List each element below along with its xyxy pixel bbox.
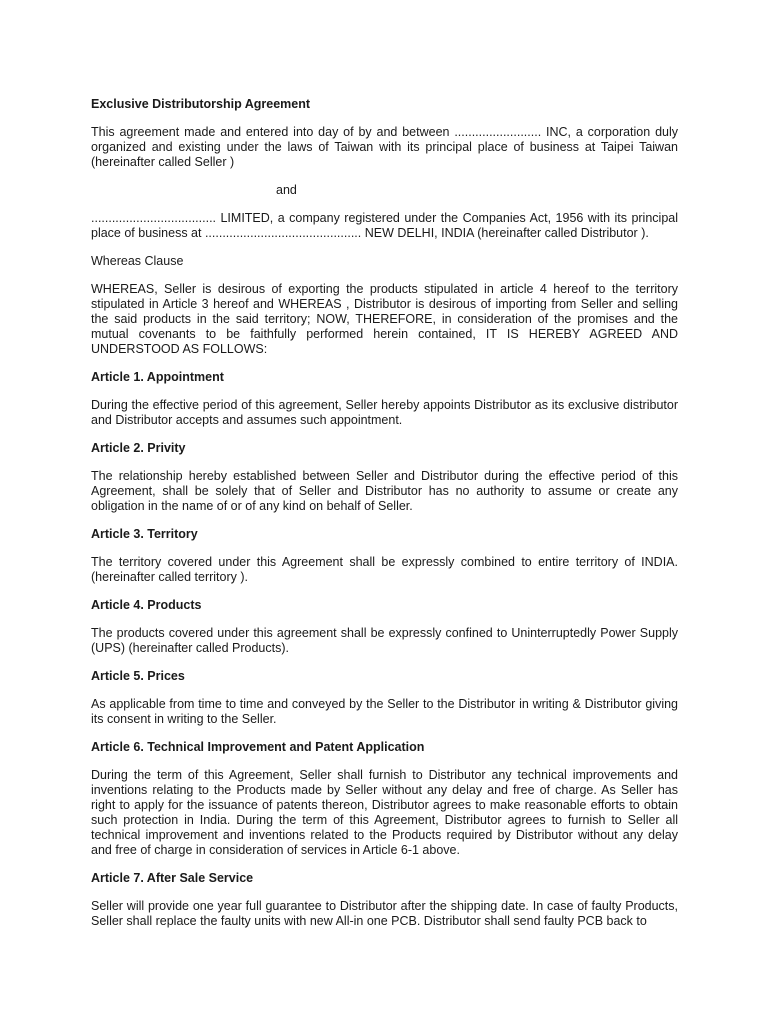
article-7-heading: Article 7. After Sale Service bbox=[91, 871, 254, 885]
intro-paragraph: This agreement made and entered into day of by and between ......................... INC, a corporation duly organized and existing under the laws of Taiwan with its principal place of business at Taipei Taiwan (hereinafter called Seller ) bbox=[91, 125, 678, 169]
article-5-text: As applicable from time to time and conveyed by the Seller to the Distributor in writing & Distributor giving its consent in writing to the Seller. bbox=[91, 697, 678, 726]
article-6-heading: Article 6. Technical Improvement and Patent Application bbox=[91, 740, 425, 754]
and-separator: and bbox=[276, 183, 297, 197]
whereas-paragraph: WHEREAS, Seller is desirous of exporting the products stipulated in article 4 hereof to the territory stipulated in Article 3 hereof and WHEREAS , Distributor is desirous of importing from Seller and selling the said products in the said territory; NOW, THEREFORE, in consideration of the promises and the mutual covenants to be faithfully performed herein contained, IT IS HEREBY AGREED AND UNDERSTOOD AS FOLLOWS: bbox=[91, 282, 678, 356]
article-2-text: The relationship hereby established between Seller and Distributor during the effective period of this Agreement, shall be solely that of Seller and Distributor has no authority to assume or create any obligation in the name of or of any kind on behalf of Seller. bbox=[91, 469, 678, 513]
article-5-heading: Article 5. Prices bbox=[91, 669, 185, 683]
article-7-text: Seller will provide one year full guarantee to Distributor after the shipping date. In case of faulty Products, Seller shall replace the faulty units with new All-in one PCB. Distributor shall send faulty PCB back to bbox=[91, 899, 678, 928]
article-3-heading: Article 3. Territory bbox=[91, 527, 198, 541]
article-3-text: The territory covered under this Agreement shall be expressly combined to entire territory of INDIA. (hereinafter called territory ). bbox=[91, 555, 678, 584]
document-title: Exclusive Distributorship Agreement bbox=[91, 97, 311, 111]
article-1-heading: Article 1. Appointment bbox=[91, 370, 224, 384]
document-page bbox=[91, 97, 678, 929]
article-6-text: During the term of this Agreement, Seller shall furnish to Distributor any technical improvements and inventions relating to the Products made by Seller without any delay and free of charge. As Seller has right to apply for the issuance of patents thereon, Distributor agrees to make reasonable efforts to obtain such protection in India. During the term of this Agreement, Distributor agrees to furnish to Seller all technical improvement and inventions related to the Products required by Distributor without any delay and free of charge in consideration of services in Article 6-1 above. bbox=[91, 768, 678, 857]
article-1-text: During the effective period of this agreement, Seller hereby appoints Distributor as its exclusive distributor and Distributor accepts and assumes such appointment. bbox=[91, 398, 678, 427]
party2-paragraph: .................................... LIMITED, a company registered under the Companies Act, 1956 with its principal place of business at ............................................. NEW DELHI, INDIA (hereinafter called Distributor ). bbox=[91, 211, 678, 240]
whereas-heading: Whereas Clause bbox=[91, 254, 184, 268]
article-4-text: The products covered under this agreement shall be expressly confined to Uninterruptedly Power Supply (UPS) (hereinafter called Products). bbox=[91, 626, 678, 655]
article-4-heading: Article 4. Products bbox=[91, 598, 202, 612]
article-2-heading: Article 2. Privity bbox=[91, 441, 186, 455]
